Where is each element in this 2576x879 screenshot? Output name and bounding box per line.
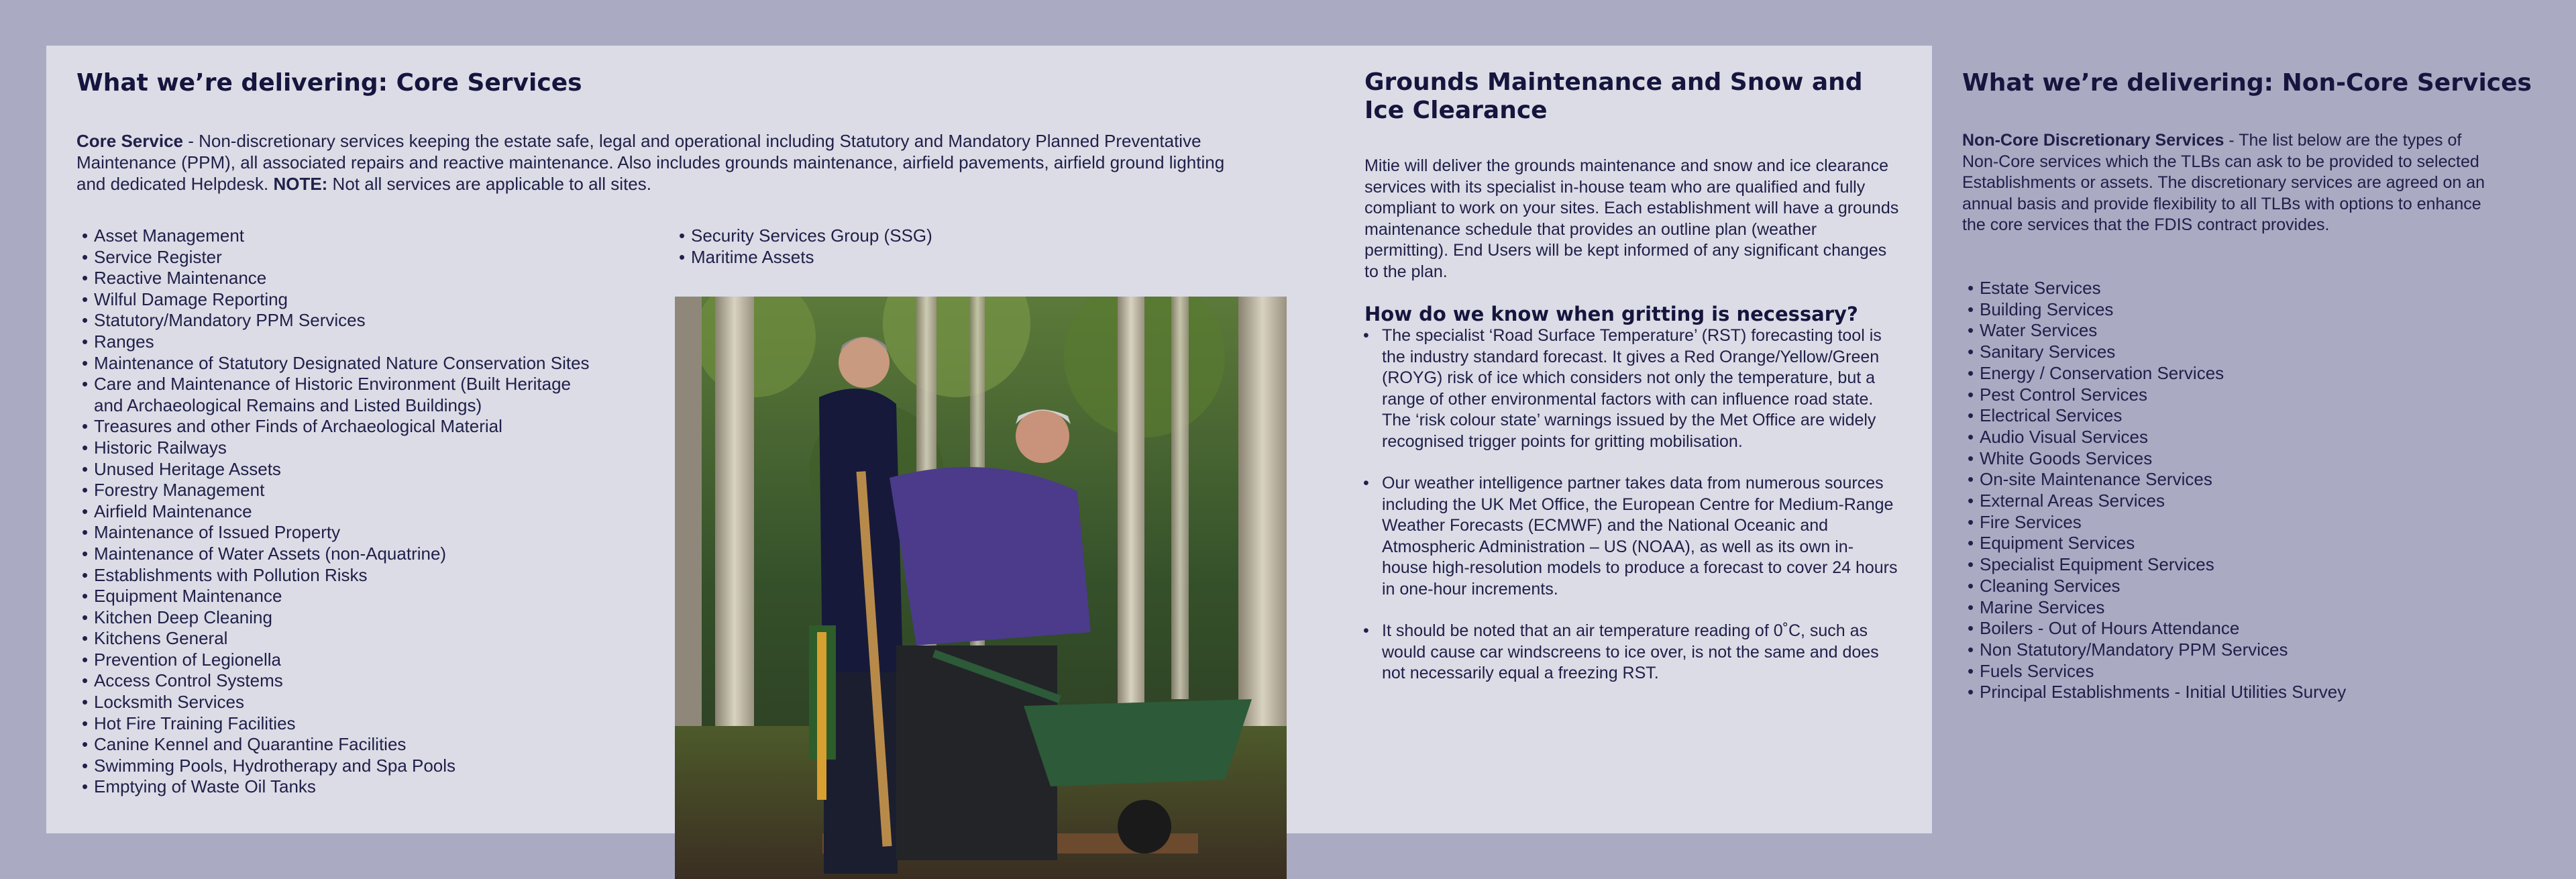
noncore-service-item: • Marine Services xyxy=(1964,597,2500,619)
noncore-intro-lead: Non-Core Discretionary Services xyxy=(1962,131,2224,150)
noncore-service-item: • Fuels Services xyxy=(1964,661,2500,682)
core-service-item: • Forestry Management xyxy=(78,480,601,501)
noncore-service-item: • Specialist Equipment Services xyxy=(1964,554,2500,576)
core-service-item: • Wilful Damage Reporting xyxy=(78,289,601,311)
core-intro-lead: Core Service xyxy=(76,131,183,151)
core-service-item: • Reactive Maintenance xyxy=(78,268,601,289)
core-service-item: • Kitchen Deep Cleaning xyxy=(78,607,601,629)
noncore-service-item: • Estate Services xyxy=(1964,278,2500,299)
core-service-item: • Emptying of Waste Oil Tanks xyxy=(78,776,601,798)
noncore-service-item: • On-site Maintenance Services xyxy=(1964,469,2500,490)
gritting-bullets xyxy=(1362,325,1898,705)
core-service-item: • Service Register xyxy=(78,247,601,268)
noncore-service-item: • Fire Services xyxy=(1964,512,2500,533)
core-services-list xyxy=(78,225,601,798)
noncore-service-item: • External Areas Services xyxy=(1964,490,2500,512)
core-service-item: • Canine Kennel and Quarantine Facilities xyxy=(78,734,601,756)
core-service-item: • Maintenance of Issued Property xyxy=(78,522,601,544)
core-service-item: • Locksmith Services xyxy=(78,692,601,713)
noncore-service-item: • White Goods Services xyxy=(1964,448,2500,470)
noncore-service-item: • Sanitary Services xyxy=(1964,342,2500,363)
core-intro xyxy=(76,130,1230,195)
grounds-title-line1: Grounds Maintenance and Snow and xyxy=(1364,68,1863,96)
grounds-title xyxy=(1364,68,1901,125)
core-service-item: • Care and Maintenance of Historic Environment (Built Heritage and Archaeological Remains and Listed Buildings) xyxy=(78,374,601,416)
grounds-intro: Mitie will deliver the grounds maintenance and snow and ice clearance services with its specialist in-house team who are qualified and fully compliant to work on your sites. Each establishment will have a grounds maintenance schedule that provides an outline plan (weather permitting). End Users will be kept informed of any significant changes to the plan. xyxy=(1364,156,1899,281)
core-service-item: • Historic Railways xyxy=(78,437,601,459)
core-service-item: • Kitchens General xyxy=(78,628,601,650)
core-services-list-2 xyxy=(675,225,1104,268)
core-title: What we’re delivering: Core Services xyxy=(76,69,582,97)
noncore-service-item: • Water Services xyxy=(1964,320,2500,342)
core-service-item: • Maintenance of Statutory Designated Nature Conservation Sites xyxy=(78,353,601,374)
noncore-service-item: • Building Services xyxy=(1964,299,2500,321)
noncore-title: What we’re delivering: Non-Core Services xyxy=(1962,69,2532,97)
core-service-item: • Access Control Systems xyxy=(78,670,601,692)
core-note-text: Not all services are applicable to all sites. xyxy=(327,174,651,194)
grounds-title-line2: Ice Clearance xyxy=(1364,97,1548,124)
noncore-service-item: • Boilers - Out of Hours Attendance xyxy=(1964,618,2500,639)
core-service-item: • Asset Management xyxy=(78,225,601,247)
core-service-item: • Unused Heritage Assets xyxy=(78,459,601,480)
core-intro-text: - Non-discretionary services keeping the estate safe, legal and operational including Statutory and Mandatory Planned Preventative Maintenance (PPM), all associated repairs and reactive maintenance. Also includes grounds maintenance, airfield pavements, airfield ground lighting and dedicated Helpdesk. xyxy=(76,131,1225,194)
gritting-bullet: • Our weather intelligence partner takes data from numerous sources including the UK Met Office, the European Centre for Medium-Range Weather Forecasts (ECMWF) and the National Oceanic and Atmospheric Administration – US (NOAA), as well as its own in-house high-resolution models to produce a forecast to cover 24 hours in one-hour increments. xyxy=(1362,473,1898,600)
noncore-service-item: • Non Statutory/Mandatory PPM Services xyxy=(1964,639,2500,661)
noncore-service-item: • Audio Visual Services xyxy=(1964,427,2500,448)
core-service-item: • Ranges xyxy=(78,331,601,353)
noncore-service-item: • Principal Establishments - Initial Utilities Survey xyxy=(1964,682,2500,703)
core-service-item: • Equipment Maintenance xyxy=(78,586,601,607)
groundskeepers-photo xyxy=(675,297,1287,879)
noncore-intro xyxy=(1962,130,2499,236)
noncore-service-item: • Equipment Services xyxy=(1964,533,2500,554)
noncore-service-item: • Pest Control Services xyxy=(1964,384,2500,406)
core-service-item: • Statutory/Mandatory PPM Services xyxy=(78,310,601,331)
core-note-label: NOTE: xyxy=(273,174,328,194)
noncore-service-item: • Energy / Conservation Services xyxy=(1964,363,2500,384)
noncore-service-item: • Cleaning Services xyxy=(1964,576,2500,597)
core-service-item: • Hot Fire Training Facilities xyxy=(78,713,601,735)
gritting-bullet: • The specialist ‘Road Surface Temperature’ (RST) forecasting tool is the industry standard forecast. It gives a Red Orange/Yellow/Green (ROYG) risk of ice which considers not only the temperature, but a range of other environmental factors with can influence road state. The ‘risk colour state’ warnings issued by the Met Office are widely recognised trigger points for gritting mobilisation. xyxy=(1362,325,1898,452)
noncore-services-list xyxy=(1964,278,2500,703)
core-service-item: • Prevention of Legionella xyxy=(78,650,601,671)
core-service-item: • Maritime Assets xyxy=(675,247,1104,268)
core-service-item: • Treasures and other Finds of Archaeological Material xyxy=(78,416,601,437)
gritting-title: How do we know when gritting is necessary? xyxy=(1364,303,1858,325)
core-service-item: • Swimming Pools, Hydrotherapy and Spa Pools xyxy=(78,756,601,777)
noncore-service-item: • Electrical Services xyxy=(1964,405,2500,427)
core-service-item: • Establishments with Pollution Risks xyxy=(78,565,601,586)
gritting-bullet: • It should be noted that an air temperature reading of 0˚C, such as would cause car windscreens to ice over, is not the same and does not necessarily equal a freezing RST. xyxy=(1362,621,1898,684)
core-service-item: • Security Services Group (SSG) xyxy=(675,225,1104,247)
core-service-item: • Maintenance of Water Assets (non-Aquatrine) xyxy=(78,544,601,565)
noncore-intro-text: - The list below are the types of Non-Core services which the TLBs can ask to be provided to selected Establishments or assets. The discretionary services are agreed on an annual basis and provide flexibility to all TLBs with options to enhance the core services that the FDIS contract provides. xyxy=(1962,131,2485,234)
core-service-item: • Airfield Maintenance xyxy=(78,501,601,523)
